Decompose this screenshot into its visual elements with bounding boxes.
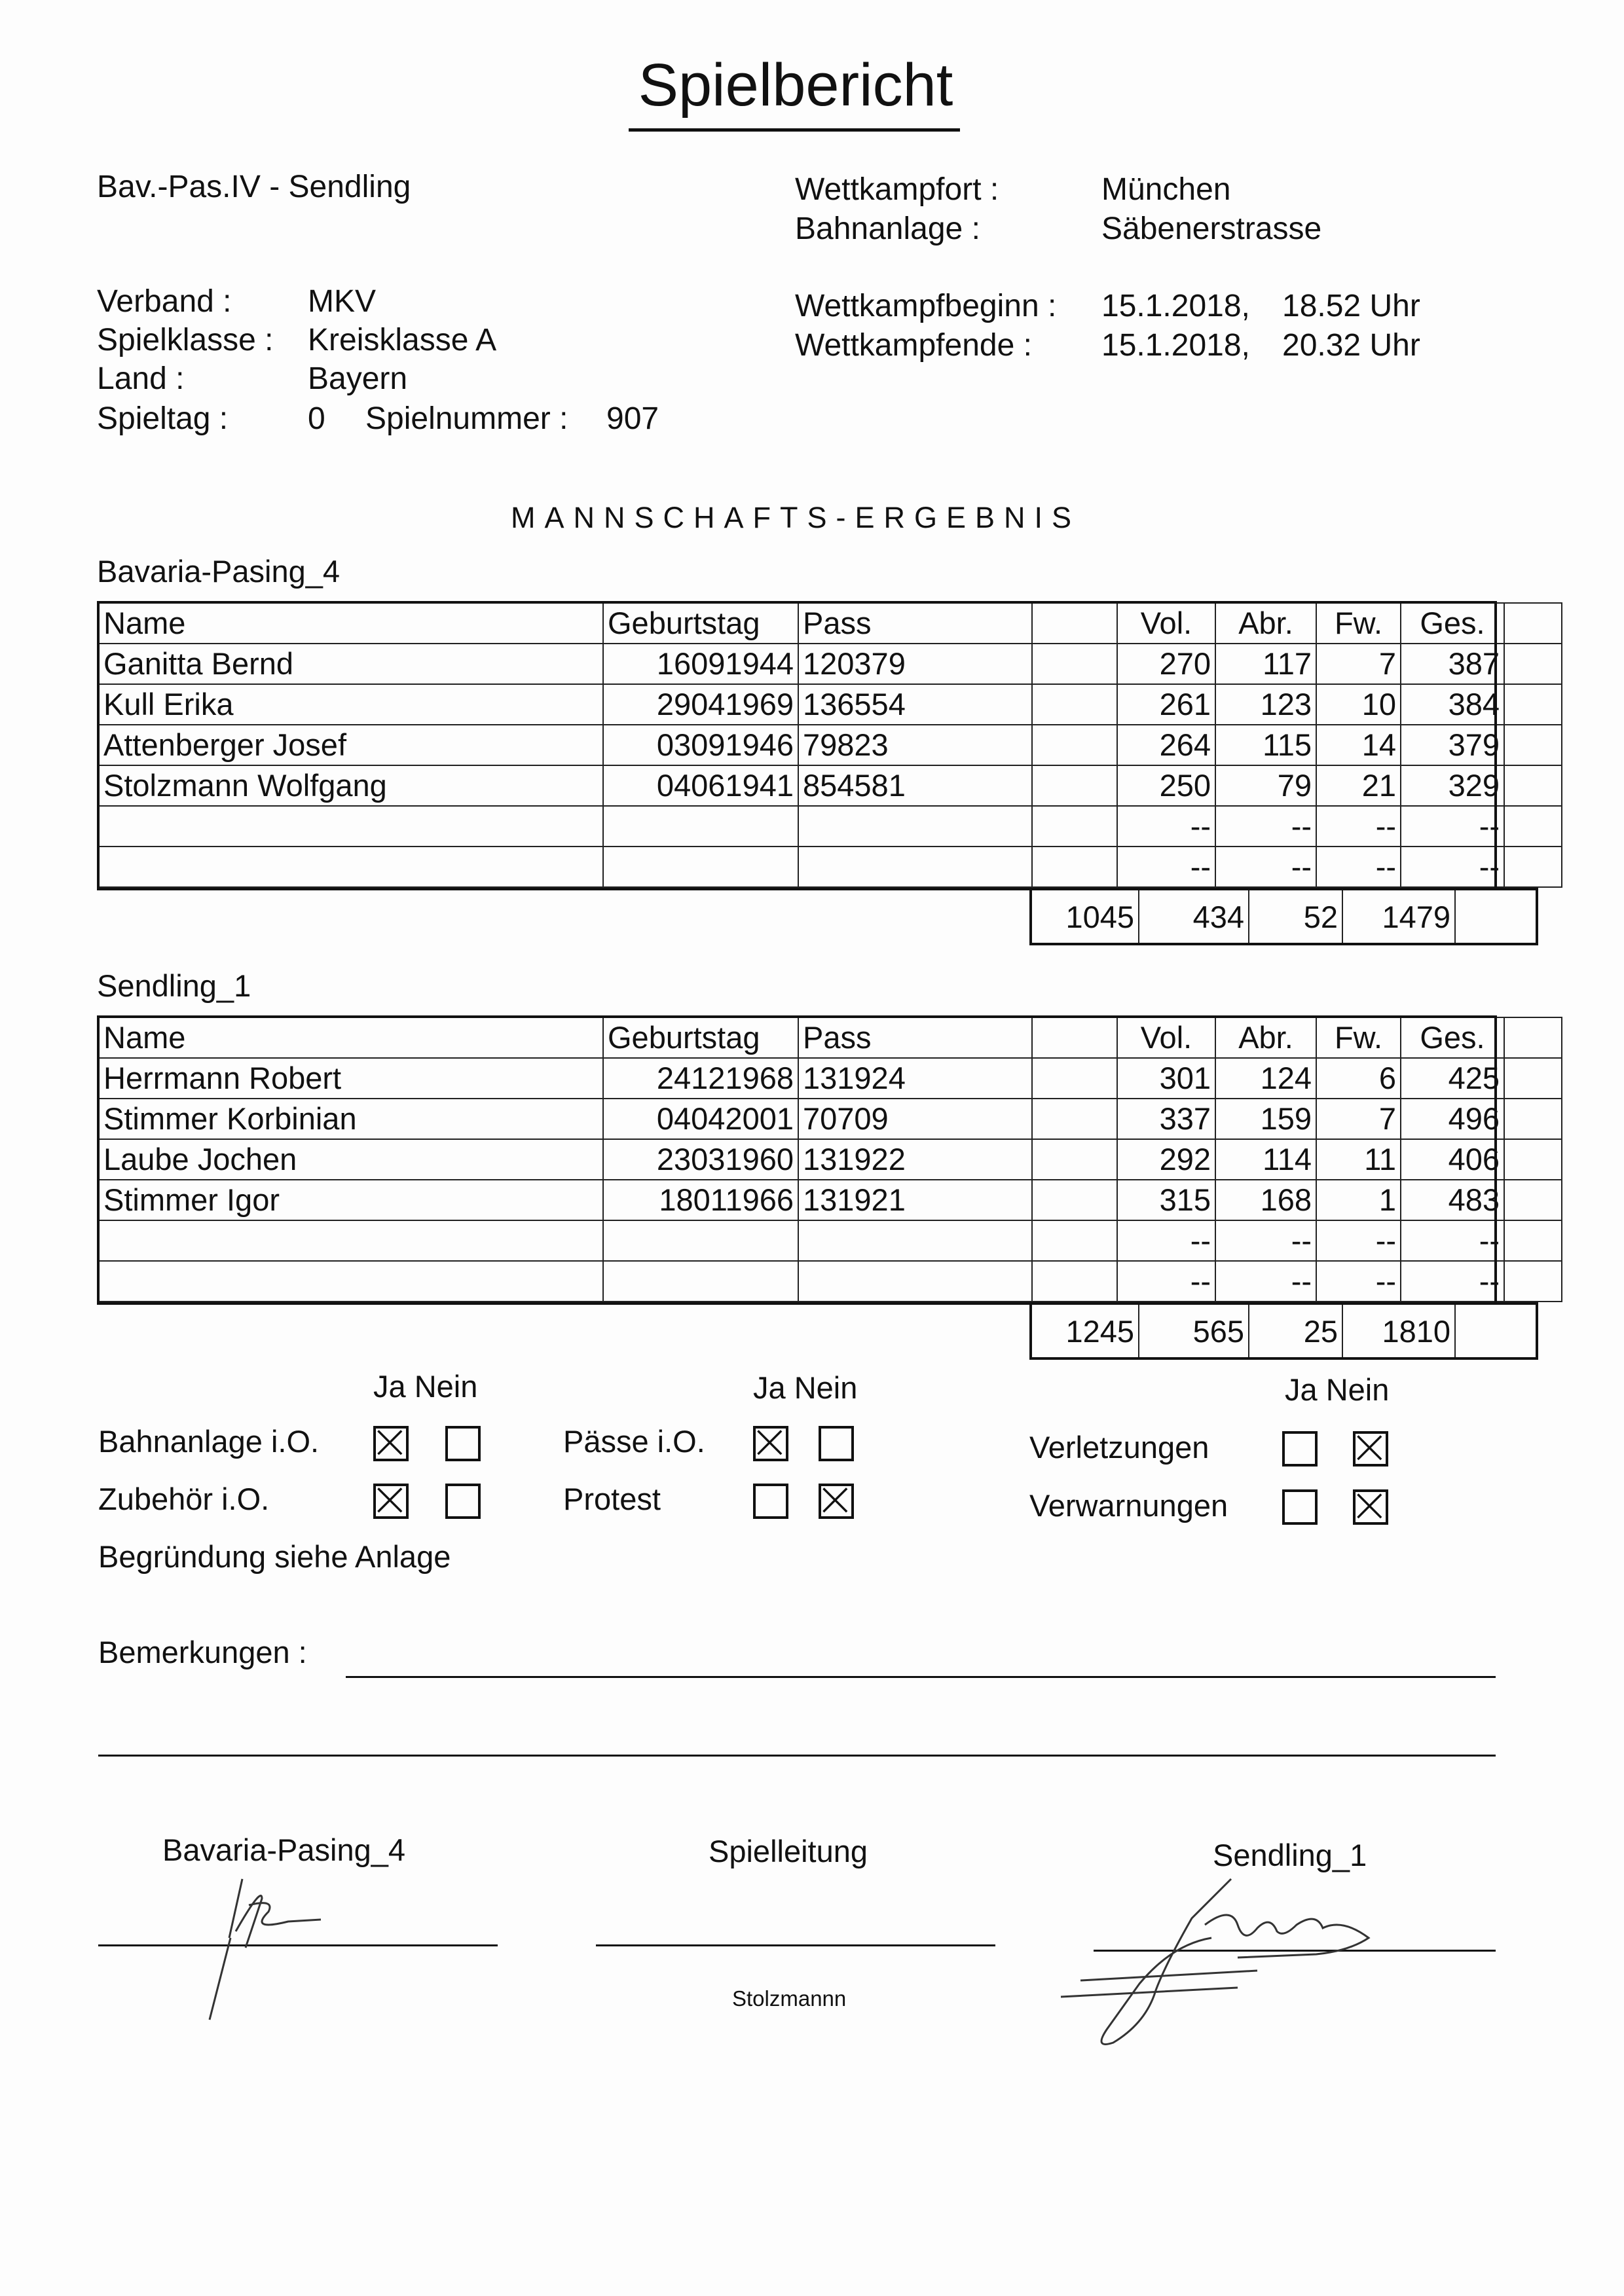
player-vol: 270 bbox=[1117, 644, 1215, 684]
empty-cell bbox=[1504, 1058, 1562, 1099]
empty-cell bbox=[1032, 1139, 1117, 1180]
paesse-io-label: Pässe i.O. bbox=[563, 1424, 705, 1459]
verwarnungen-label: Verwarnungen bbox=[1029, 1488, 1228, 1523]
player-pass: 131922 bbox=[798, 1139, 1032, 1180]
empty-cell bbox=[1455, 1303, 1537, 1358]
player-row bbox=[99, 765, 1562, 806]
player-pass: 70709 bbox=[798, 1099, 1032, 1139]
player-row bbox=[99, 1220, 1562, 1261]
column-header: Fw. bbox=[1316, 1017, 1401, 1058]
column-header: Fw. bbox=[1316, 603, 1401, 644]
empty-cell bbox=[1032, 725, 1117, 765]
signature-line-leitung[interactable] bbox=[596, 1944, 995, 1946]
beginn-date: 15.1.2018, bbox=[1101, 289, 1250, 323]
player-abr: 79 bbox=[1215, 765, 1316, 806]
empty-cell bbox=[1455, 889, 1537, 944]
player-pass: 854581 bbox=[798, 765, 1032, 806]
beginn-time: 18.52 Uhr bbox=[1282, 289, 1420, 323]
empty-cell bbox=[1504, 765, 1562, 806]
player-geburtstag bbox=[603, 1261, 798, 1302]
player-fw: 11 bbox=[1316, 1139, 1401, 1180]
player-abr: -- bbox=[1215, 1261, 1316, 1302]
checkbox-ja[interactable] bbox=[753, 1484, 788, 1519]
empty-cell bbox=[1032, 1261, 1117, 1302]
total-fw: 52 bbox=[1249, 889, 1342, 944]
column-header: Pass bbox=[798, 603, 1032, 644]
player-row bbox=[99, 1099, 1562, 1139]
bahnanlage-label: Bahnanlage : bbox=[795, 211, 980, 246]
player-geburtstag: 29041969 bbox=[603, 684, 798, 725]
player-vol: -- bbox=[1117, 1220, 1215, 1261]
player-geburtstag: 04061941 bbox=[603, 765, 798, 806]
spielklasse-value: Kreisklasse A bbox=[308, 323, 497, 357]
bemerkungen-line-1[interactable] bbox=[346, 1676, 1496, 1678]
column-header: Geburtstag bbox=[603, 603, 798, 644]
player-abr: 159 bbox=[1215, 1099, 1316, 1139]
player-vol: -- bbox=[1117, 806, 1215, 847]
player-geburtstag bbox=[603, 1220, 798, 1261]
player-fw: 7 bbox=[1316, 1099, 1401, 1139]
total-vol: 1245 bbox=[1031, 1303, 1139, 1358]
player-ges: -- bbox=[1401, 1261, 1504, 1302]
signature-team2-label: Sendling_1 bbox=[1213, 1838, 1367, 1872]
checkbox-nein[interactable] bbox=[819, 1484, 854, 1519]
team-table bbox=[98, 1017, 1562, 1302]
table-header-row bbox=[99, 603, 1562, 644]
player-row bbox=[99, 1180, 1562, 1220]
player-row bbox=[99, 847, 1562, 887]
player-pass bbox=[798, 1220, 1032, 1261]
empty-cell bbox=[1032, 644, 1117, 684]
ja-nein-header-2: Ja Nein bbox=[753, 1370, 858, 1405]
empty-cell bbox=[1032, 847, 1117, 887]
player-ges: -- bbox=[1401, 847, 1504, 887]
checkbox-nein[interactable] bbox=[445, 1426, 481, 1461]
totals-row bbox=[1031, 1303, 1537, 1358]
totals-row bbox=[1031, 889, 1537, 944]
bemerkungen-line-2[interactable] bbox=[98, 1755, 1496, 1757]
empty-cell bbox=[1032, 1058, 1117, 1099]
player-fw: 21 bbox=[1316, 765, 1401, 806]
spielnummer-label: Spielnummer : bbox=[365, 401, 568, 436]
checkbox-ja[interactable] bbox=[373, 1484, 409, 1519]
checkbox-ja[interactable] bbox=[1282, 1489, 1318, 1525]
signature-team1-handwriting bbox=[196, 1859, 367, 2030]
zubehoer-io-label: Zubehör i.O. bbox=[98, 1482, 270, 1516]
checkbox-ja[interactable] bbox=[753, 1426, 788, 1461]
player-ges: 387 bbox=[1401, 644, 1504, 684]
player-name: Stolzmann Wolfgang bbox=[99, 765, 603, 806]
bemerkungen-label: Bemerkungen : bbox=[98, 1635, 307, 1669]
total-ges: 1810 bbox=[1342, 1303, 1455, 1358]
column-header bbox=[1032, 603, 1117, 644]
protest-label: Protest bbox=[563, 1482, 661, 1516]
beginn-label: Wettkampfbeginn : bbox=[795, 289, 1057, 323]
column-header: Vol. bbox=[1117, 603, 1215, 644]
ja-nein-header-3: Ja Nein bbox=[1285, 1372, 1390, 1407]
player-fw: -- bbox=[1316, 1220, 1401, 1261]
player-geburtstag: 18011966 bbox=[603, 1180, 798, 1220]
ende-label: Wettkampfende : bbox=[795, 328, 1032, 363]
empty-cell bbox=[1504, 1261, 1562, 1302]
column-header: Pass bbox=[798, 1017, 1032, 1058]
player-vol: 250 bbox=[1117, 765, 1215, 806]
player-pass: 79823 bbox=[798, 725, 1032, 765]
player-geburtstag: 16091944 bbox=[603, 644, 798, 684]
player-vol: -- bbox=[1117, 1261, 1215, 1302]
player-abr: 168 bbox=[1215, 1180, 1316, 1220]
player-ges: 496 bbox=[1401, 1099, 1504, 1139]
team1-name: Bavaria-Pasing_4 bbox=[97, 554, 340, 589]
player-fw: 10 bbox=[1316, 684, 1401, 725]
player-vol: 264 bbox=[1117, 725, 1215, 765]
player-row bbox=[99, 644, 1562, 684]
column-header bbox=[1504, 603, 1562, 644]
column-header: Name bbox=[99, 1017, 603, 1058]
empty-cell bbox=[1504, 684, 1562, 725]
column-header bbox=[1032, 1017, 1117, 1058]
spieltag-value: 0 bbox=[308, 401, 325, 436]
player-row bbox=[99, 1139, 1562, 1180]
player-geburtstag bbox=[603, 847, 798, 887]
section-title: MANNSCHAFTS-ERGEBNIS bbox=[510, 501, 1081, 534]
player-name bbox=[99, 847, 603, 887]
empty-cell bbox=[1504, 725, 1562, 765]
player-pass: 131924 bbox=[798, 1058, 1032, 1099]
player-name: Kull Erika bbox=[99, 684, 603, 725]
player-pass: 120379 bbox=[798, 644, 1032, 684]
total-abr: 434 bbox=[1139, 889, 1249, 944]
total-fw: 25 bbox=[1249, 1303, 1342, 1358]
empty-cell bbox=[1504, 1139, 1562, 1180]
player-ges: -- bbox=[1401, 806, 1504, 847]
player-ges: 329 bbox=[1401, 765, 1504, 806]
player-pass: 136554 bbox=[798, 684, 1032, 725]
checkbox-nein[interactable] bbox=[1353, 1431, 1388, 1467]
spielnummer-value: 907 bbox=[606, 401, 659, 436]
checkbox-nein[interactable] bbox=[819, 1426, 854, 1461]
begruendung-text: Begründung siehe Anlage bbox=[98, 1539, 451, 1574]
spieltag-label: Spieltag : bbox=[97, 401, 229, 436]
bahnanlage-io-label: Bahnanlage i.O. bbox=[98, 1424, 320, 1459]
player-abr: 124 bbox=[1215, 1058, 1316, 1099]
empty-cell bbox=[1032, 684, 1117, 725]
player-fw: 1 bbox=[1316, 1180, 1401, 1220]
column-header: Ges. bbox=[1401, 603, 1504, 644]
player-row bbox=[99, 684, 1562, 725]
player-pass bbox=[798, 1261, 1032, 1302]
player-geburtstag: 04042001 bbox=[603, 1099, 798, 1139]
table-header-row bbox=[99, 1017, 1562, 1058]
player-row bbox=[99, 725, 1562, 765]
match-title: Bav.-Pas.IV - Sendling bbox=[97, 170, 411, 204]
player-name: Stimmer Igor bbox=[99, 1180, 603, 1220]
player-abr: 114 bbox=[1215, 1139, 1316, 1180]
player-ges: 483 bbox=[1401, 1180, 1504, 1220]
team2-name: Sendling_1 bbox=[97, 968, 251, 1003]
player-fw: 7 bbox=[1316, 644, 1401, 684]
spielleitung-name: Stolzmannn bbox=[732, 1986, 847, 2011]
empty-cell bbox=[1032, 1180, 1117, 1220]
player-abr: 117 bbox=[1215, 644, 1316, 684]
player-geburtstag: 23031960 bbox=[603, 1139, 798, 1180]
checkbox-nein[interactable] bbox=[1353, 1489, 1388, 1525]
empty-cell bbox=[1032, 1220, 1117, 1261]
player-ges: 425 bbox=[1401, 1058, 1504, 1099]
team-table bbox=[98, 602, 1562, 888]
player-abr: -- bbox=[1215, 847, 1316, 887]
player-fw: -- bbox=[1316, 1261, 1401, 1302]
page-title: Spielbericht bbox=[638, 52, 953, 118]
ja-nein-header-1: Ja Nein bbox=[373, 1369, 478, 1404]
column-header: Abr. bbox=[1215, 1017, 1316, 1058]
player-fw: 6 bbox=[1316, 1058, 1401, 1099]
checkbox-nein[interactable] bbox=[445, 1484, 481, 1519]
player-pass bbox=[798, 806, 1032, 847]
player-fw: -- bbox=[1316, 847, 1401, 887]
player-ges: -- bbox=[1401, 1220, 1504, 1261]
empty-cell bbox=[1504, 1220, 1562, 1261]
player-name: Laube Jochen bbox=[99, 1139, 603, 1180]
player-row bbox=[99, 1261, 1562, 1302]
player-fw: -- bbox=[1316, 806, 1401, 847]
signature-team1-label: Bavaria-Pasing_4 bbox=[162, 1832, 405, 1867]
total-ges: 1479 bbox=[1342, 889, 1455, 944]
totals-table bbox=[1029, 1302, 1538, 1360]
player-ges: 384 bbox=[1401, 684, 1504, 725]
empty-cell bbox=[1504, 1180, 1562, 1220]
column-header: Name bbox=[99, 603, 603, 644]
player-pass: 131921 bbox=[798, 1180, 1032, 1220]
ende-time: 20.32 Uhr bbox=[1282, 328, 1420, 363]
wettkampfort-value: München bbox=[1101, 172, 1231, 207]
player-abr: -- bbox=[1215, 806, 1316, 847]
player-name: Ganitta Bernd bbox=[99, 644, 603, 684]
player-row bbox=[99, 806, 1562, 847]
bahnanlage-value: Säbenerstrasse bbox=[1101, 211, 1322, 246]
player-ges: 406 bbox=[1401, 1139, 1504, 1180]
player-abr: -- bbox=[1215, 1220, 1316, 1261]
player-name: Attenberger Josef bbox=[99, 725, 603, 765]
player-abr: 115 bbox=[1215, 725, 1316, 765]
player-pass bbox=[798, 847, 1032, 887]
verband-label: Verband : bbox=[97, 284, 232, 319]
ende-date: 15.1.2018, bbox=[1101, 328, 1250, 363]
player-ges: 379 bbox=[1401, 725, 1504, 765]
verletzungen-label: Verletzungen bbox=[1029, 1430, 1209, 1465]
verband-value: MKV bbox=[308, 284, 377, 319]
player-abr: 123 bbox=[1215, 684, 1316, 725]
total-abr: 565 bbox=[1139, 1303, 1249, 1358]
land-label: Land : bbox=[97, 361, 185, 396]
spielklasse-label: Spielklasse : bbox=[97, 323, 274, 357]
empty-cell bbox=[1032, 1099, 1117, 1139]
empty-cell bbox=[1504, 644, 1562, 684]
player-name: Herrmann Robert bbox=[99, 1058, 603, 1099]
totals-table bbox=[1029, 888, 1538, 945]
checkbox-ja[interactable] bbox=[373, 1426, 409, 1461]
empty-cell bbox=[1504, 847, 1562, 887]
player-name bbox=[99, 806, 603, 847]
title-underline bbox=[629, 128, 960, 132]
column-header: Abr. bbox=[1215, 603, 1316, 644]
player-name: Stimmer Korbinian bbox=[99, 1099, 603, 1139]
player-row bbox=[99, 1058, 1562, 1099]
land-value: Bayern bbox=[308, 361, 408, 396]
player-vol: 337 bbox=[1117, 1099, 1215, 1139]
player-name bbox=[99, 1261, 603, 1302]
empty-cell bbox=[1504, 806, 1562, 847]
total-vol: 1045 bbox=[1031, 889, 1139, 944]
player-vol: 315 bbox=[1117, 1180, 1215, 1220]
column-header: Geburtstag bbox=[603, 1017, 798, 1058]
player-vol: 292 bbox=[1117, 1139, 1215, 1180]
signature-team2-handwriting bbox=[1041, 1866, 1395, 2056]
column-header: Ges. bbox=[1401, 1017, 1504, 1058]
empty-cell bbox=[1504, 1099, 1562, 1139]
signature-leitung-label: Spielleitung bbox=[709, 1834, 868, 1868]
player-name bbox=[99, 1220, 603, 1261]
wettkampfort-label: Wettkampfort : bbox=[795, 172, 999, 207]
empty-cell bbox=[1032, 765, 1117, 806]
player-vol: -- bbox=[1117, 847, 1215, 887]
empty-cell bbox=[1032, 806, 1117, 847]
player-vol: 261 bbox=[1117, 684, 1215, 725]
player-geburtstag: 24121968 bbox=[603, 1058, 798, 1099]
checkbox-ja[interactable] bbox=[1282, 1431, 1318, 1467]
player-vol: 301 bbox=[1117, 1058, 1215, 1099]
column-header bbox=[1504, 1017, 1562, 1058]
player-fw: 14 bbox=[1316, 725, 1401, 765]
column-header: Vol. bbox=[1117, 1017, 1215, 1058]
player-geburtstag: 03091946 bbox=[603, 725, 798, 765]
player-geburtstag bbox=[603, 806, 798, 847]
